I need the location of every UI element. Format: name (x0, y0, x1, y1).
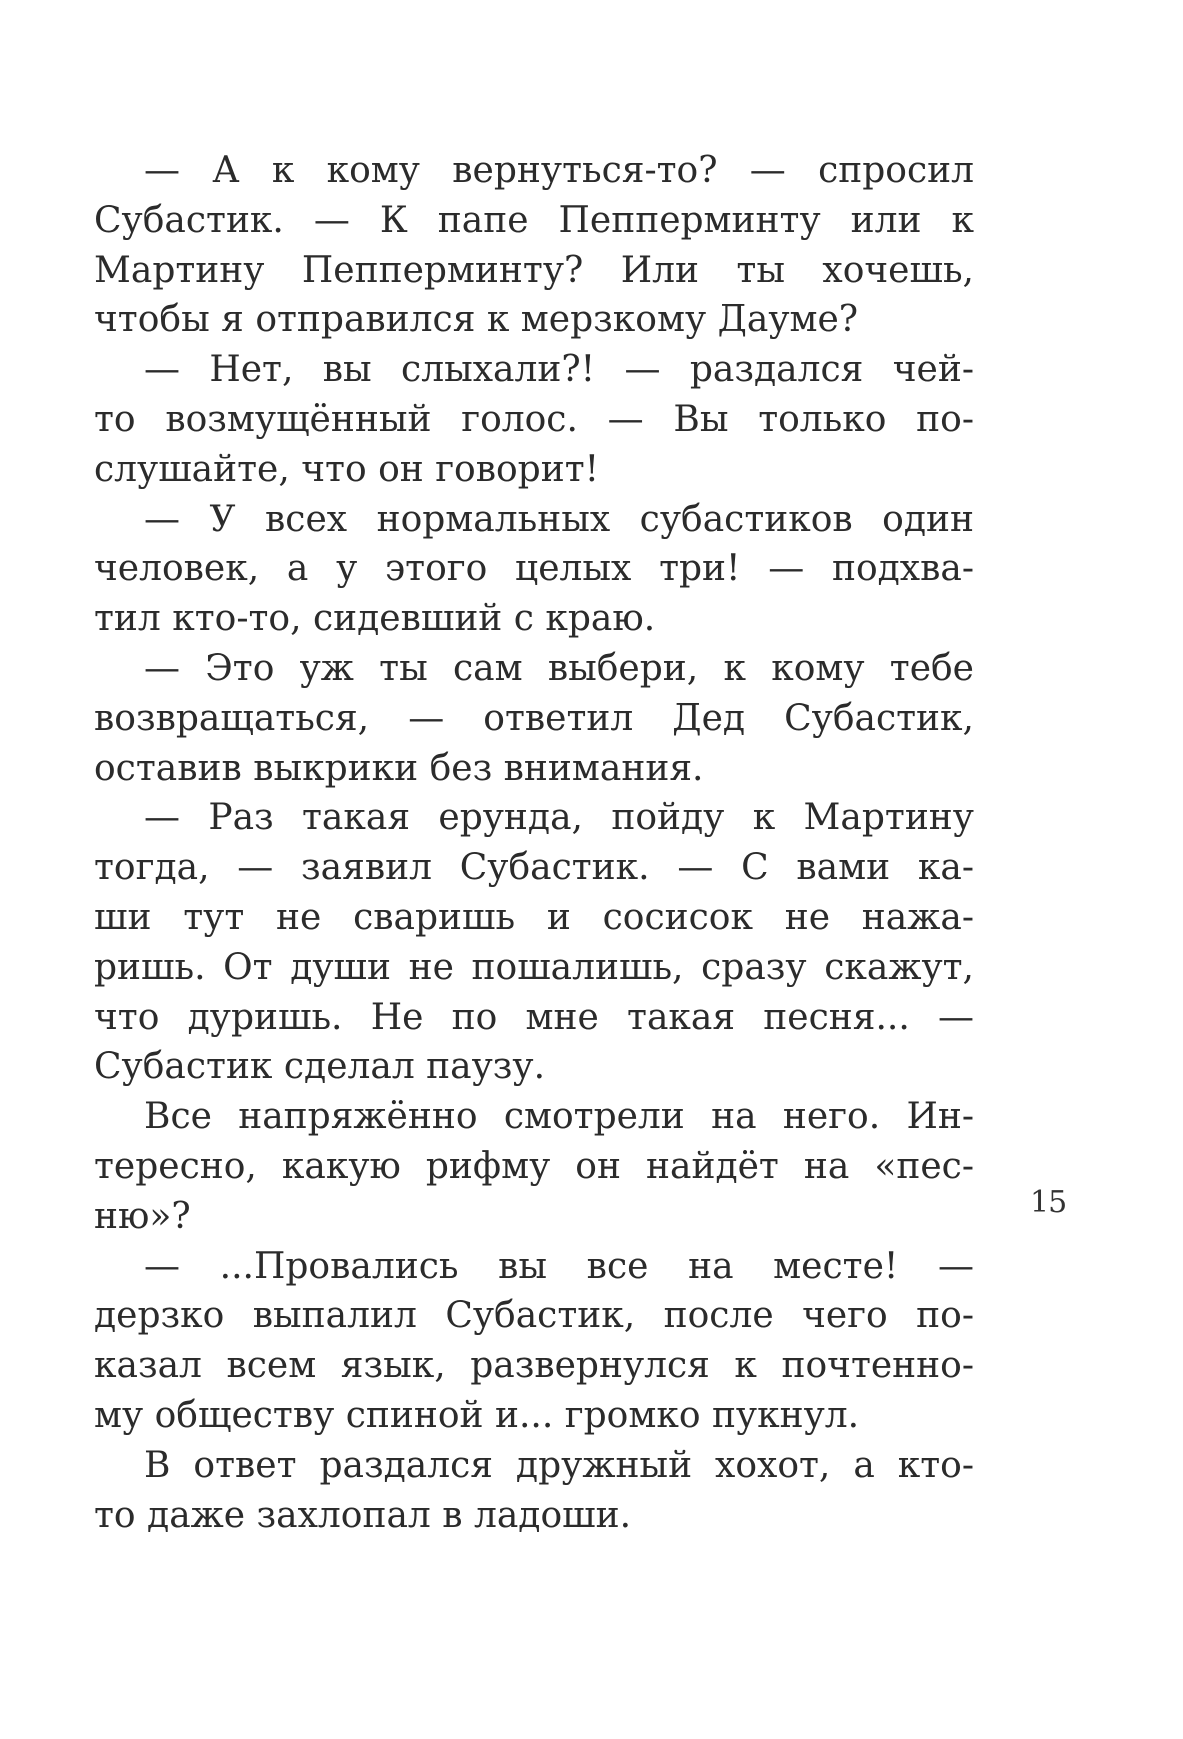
text-line: — ...Провались вы все на месте! — (144, 1245, 974, 1287)
paragraph (94, 1092, 974, 1241)
text-line: В ответ раздался дружный хохот, а кто- (144, 1444, 974, 1486)
paragraph (94, 495, 974, 644)
text-line: тогда, — заявил Субастик. — С вами ка- (94, 847, 974, 889)
page-text (94, 146, 974, 1540)
paragraph (94, 345, 974, 494)
text-line: ню»? (94, 1195, 191, 1237)
text-line: чтобы я отправился к мерзкому Дауме? (94, 299, 859, 341)
text-line: оставив выкрики без внимания. (94, 747, 704, 789)
text-line: Все напряжённо смотрели на него. Ин- (144, 1096, 974, 1138)
text-line: человек, а у этого целых три! — подхва- (94, 548, 974, 590)
paragraph (94, 793, 974, 1092)
text-line: — А к кому вернуться-то? — спросил (144, 150, 974, 191)
text-line: тил кто-то, сидевший с краю. (94, 598, 656, 640)
page-number: 15 (1030, 1185, 1067, 1220)
paragraph (94, 644, 974, 793)
text-line: что дуришь. Не по мне такая песня... — (94, 996, 974, 1038)
text-line: то возмущённый голос. — Вы только по- (94, 398, 974, 440)
text-line: Субастик. — К папе Пепперминту или к (94, 199, 974, 241)
text-line: то даже захлопал в ладоши. (94, 1494, 632, 1536)
text-line: тересно, какую рифму он найдёт на «пес- (94, 1145, 974, 1187)
text-line: Мартину Пепперминту? Или ты хочешь, (94, 249, 974, 291)
text-line: ши тут не сваришь и сосисок не нажа- (94, 896, 974, 938)
paragraph (94, 1441, 974, 1541)
text-line: дерзко выпалил Субастик, после чего по- (94, 1295, 974, 1337)
text-line: — У всех нормальных субастиков один (144, 498, 974, 540)
text-line: казал всем язык, развернулся к почтенно- (94, 1345, 974, 1387)
text-line: — Это уж ты сам выбери, к кому тебе (144, 647, 974, 689)
text-line: — Нет, вы слыхали?! — раздался чей- (144, 349, 974, 391)
text-line: му обществу спиной и... громко пукнул. (94, 1394, 860, 1436)
text-line: ришь. От души не пошалишь, сразу скажут, (94, 946, 974, 988)
text-line: слушайте, что он говорит! (94, 448, 600, 490)
paragraph (94, 146, 974, 345)
text-line: Субастик сделал паузу. (94, 1046, 546, 1088)
paragraph (94, 1242, 974, 1441)
text-line: — Раз такая ерунда, пойду к Мартину (144, 797, 974, 839)
text-line: возвращаться, — ответил Дед Субастик, (94, 697, 974, 739)
